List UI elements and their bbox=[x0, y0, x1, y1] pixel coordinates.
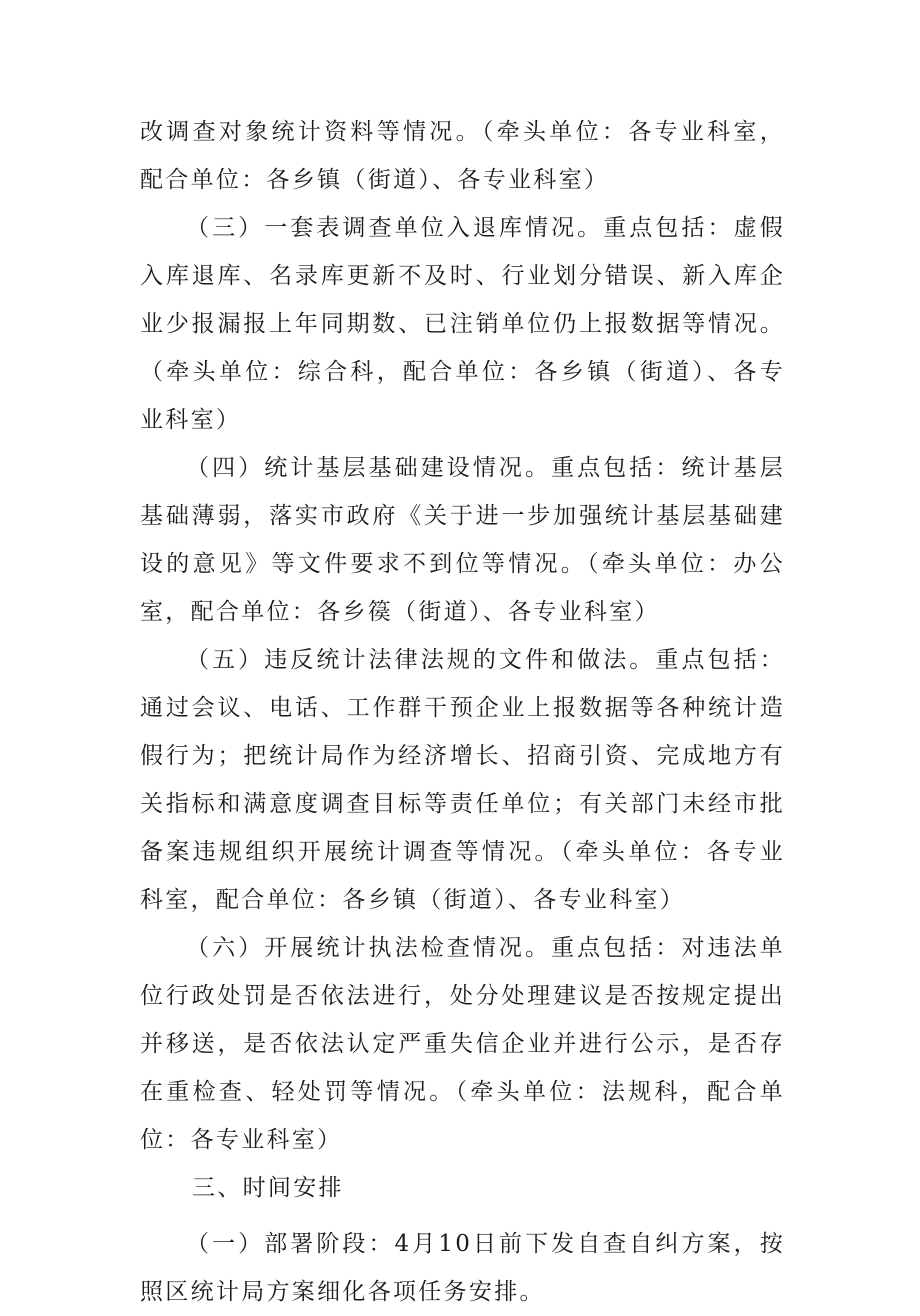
paragraph-schedule-1: （一）部署阶段：4月10日前下发自查自纠方案，按照区统计局方案细化各项任务安排。 bbox=[140, 1231, 785, 1305]
paragraph-item-4: （四）统计基层基础建设情况。重点包括：统计基层基础薄弱，落实市政府《关于进一步加强统计基层基础建设的意见》等文件要求不到位等情况。（牵头单位：办公室，配合单位：各乡篌（街道）、各专业科室） bbox=[140, 455, 785, 625]
document-body bbox=[140, 108, 785, 1316]
paragraph-item-3: （三）一套表调查单位入退库情况。重点包括：虚假入库退库、名录库更新不及时、行业划分错误、新入库企业少报漏报上年同期数、已注销单位仍上报数据等情况。（牵头单位：综合科，配合单位：各乡镇（街道）、各专业科室） bbox=[140, 215, 785, 433]
section-heading: 三、时间安排 bbox=[192, 1175, 344, 1201]
paragraph-continuation: 改调查对象统计资料等情况。（牵头单位：各专业科室，配合单位：各乡镇（街道）、各专业科室） bbox=[140, 119, 785, 193]
paragraph-item-5: （五）违反统计法律法规的文件和做法。重点包括：通过会议、电话、工作群干预企业上报数据等各种统计造假行为；把统计局作为经济增长、招商引资、完成地方有关指标和满意度调查目标等责任单位；有关部门未经市批备案违规组织开展统计调查等情况。（牵头单位：各专业科室，配合单位：各乡镇（街道）、各专业科室） bbox=[140, 647, 785, 913]
paragraph-item-6: （六）开展统计执法检查情况。重点包括：对违法单位行政处罚是否依法进行，处分处理建议是否按规定提出并移送，是否依法认定严重失信企业并进行公示，是否存在重检查、轻处罚等情况。（牵头单位：法规科，配合单位：各专业科室） bbox=[140, 935, 785, 1153]
